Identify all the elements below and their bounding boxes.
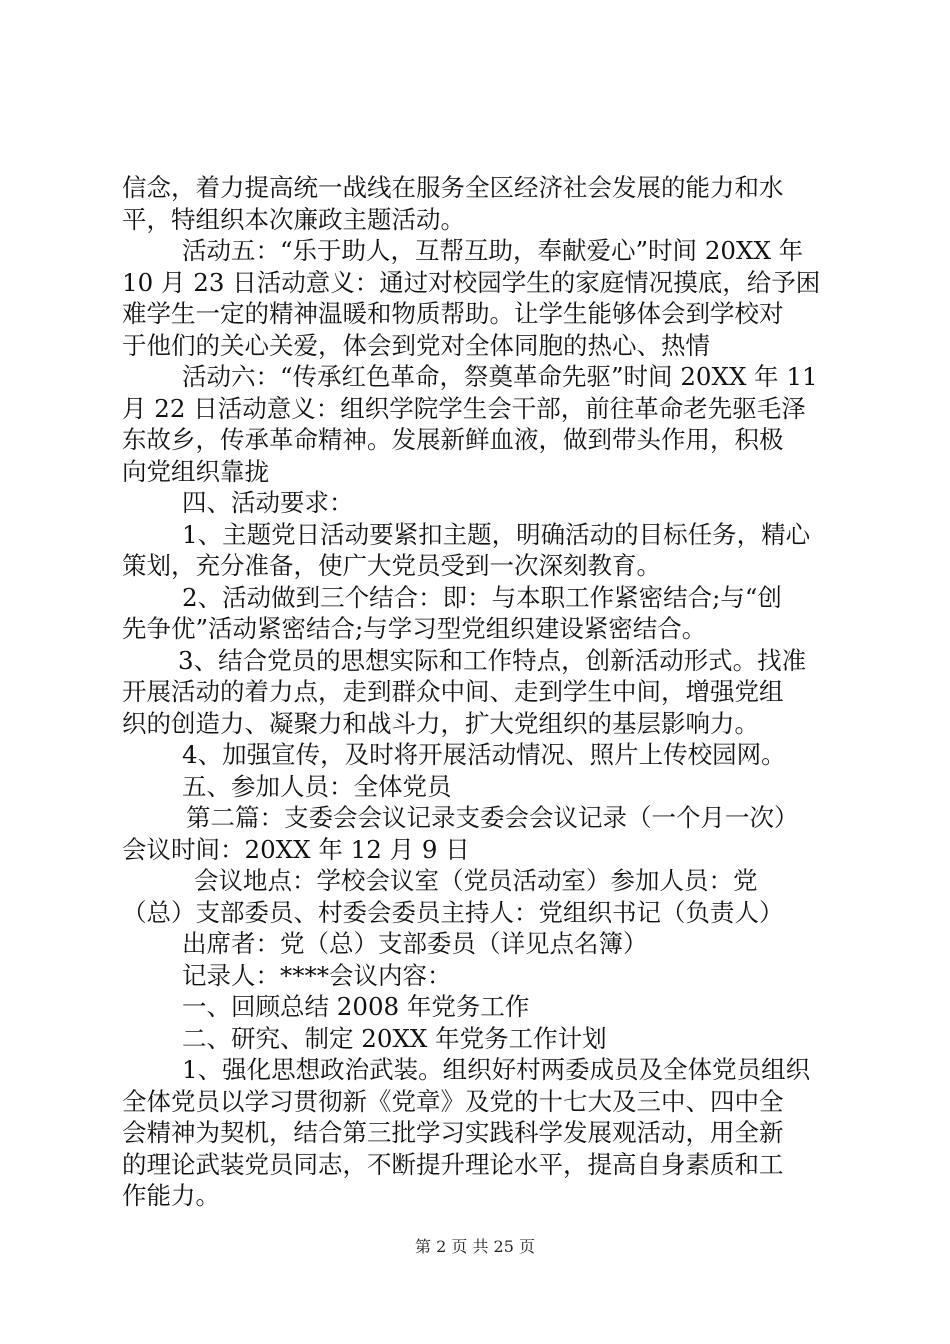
text-line: 东故乡，传承革命精神。发展新鲜血液，做到带头作用，积极 (122, 425, 784, 454)
text-line: 向党组织靠拢 (122, 456, 269, 486)
text-line: 2、活动做到三个结合：即：与本职工作紧密结合;与“创 (182, 582, 782, 612)
text-line: 活动六：“传承红色革命，祭奠革命先驱”时间 20XX 年 11 (182, 362, 818, 391)
text-line: 平，特组织本次廉政主题活动。 (122, 204, 465, 234)
text-line: 第二篇：支委会会议记录支委会会议记录（一个月一次） (186, 803, 799, 832)
text-line: 先争优”活动紧密结合;与学习型党组织建设紧密结合。 (122, 614, 707, 643)
text-line: 出席者：党（总）支部委员（详见点名簿） (182, 929, 648, 958)
text-line: 活动五：“乐于助人，互帮互助，奉献爱心”时间 20XX 年 (182, 236, 804, 265)
text-line: 4、加强宣传，及时将开展活动情况、照片上传校园网。 (182, 740, 786, 769)
text-line: 的理论武装党员同志，不断提升理论水平，提高自身素质和工 (122, 1149, 784, 1179)
text-line: 10 月 23 日活动意义：通过对校园学生的家庭情况摸底，给予困 (122, 267, 821, 297)
text-line: 织的创造力、凝聚力和战斗力，扩大党组织的基层影响力。 (122, 708, 759, 738)
text-line: 月 22 日活动意义：组织学院学生会干部，前往革命老先驱毛泽 (122, 393, 806, 423)
page-footer: 第 2 页 共 25 页 (415, 1237, 535, 1256)
text-line: 五、参加人员：全体党员 (182, 771, 452, 801)
text-line: 信念，着力提高统一战线在服务全区经济社会发展的能力和水 (122, 173, 784, 202)
text-line: 会议地点：学校会议室（党员活动室）参加人员：党 (194, 866, 758, 895)
text-line: 二、研究、制定 20XX 年党务工作计划 (182, 1023, 607, 1053)
text-line: 开展活动的着力点，走到群众中间、走到学生中间，增强党组 (122, 677, 784, 706)
text-line: 记录人：****会议内容： (182, 960, 452, 990)
text-line: 策划，充分准备，使广大党员受到一次深刻教育。 (122, 551, 661, 580)
text-line: 于他们的关心关爱，体会到党对全体同胞的热心、热情 (122, 330, 710, 360)
text-line: 1、强化思想政治武装。组织好村两委成员及全体党员组织 (182, 1055, 811, 1084)
text-line: 全体党员以学习贯彻新《党章》及党的十七大及三中、四中全 (122, 1086, 784, 1116)
text-line: 作能力。 (122, 1181, 220, 1210)
text-line: （总）支部委员、村委会委员主持人：党组织书记（负责人） (122, 897, 784, 927)
text-line: 会议时间：20XX 年 12 月 9 日 (122, 834, 470, 864)
document-body (122, 172, 832, 1212)
text-line: 3、结合党员的思想实际和工作特点，创新活动形式。找准 (178, 645, 807, 675)
text-line: 难学生一定的精神温暖和物质帮助。让学生能够体会到学校对 (122, 299, 784, 328)
text-line: 四、活动要求： (182, 488, 354, 517)
text-line: 1、主题党日活动要紧扣主题，明确活动的目标任务，精心 (182, 519, 811, 549)
text-line: 会精神为契机，结合第三批学习实践科学发展观活动，用全新 (122, 1118, 784, 1147)
text-line: 一、回顾总结 2008 年党务工作 (182, 992, 530, 1021)
